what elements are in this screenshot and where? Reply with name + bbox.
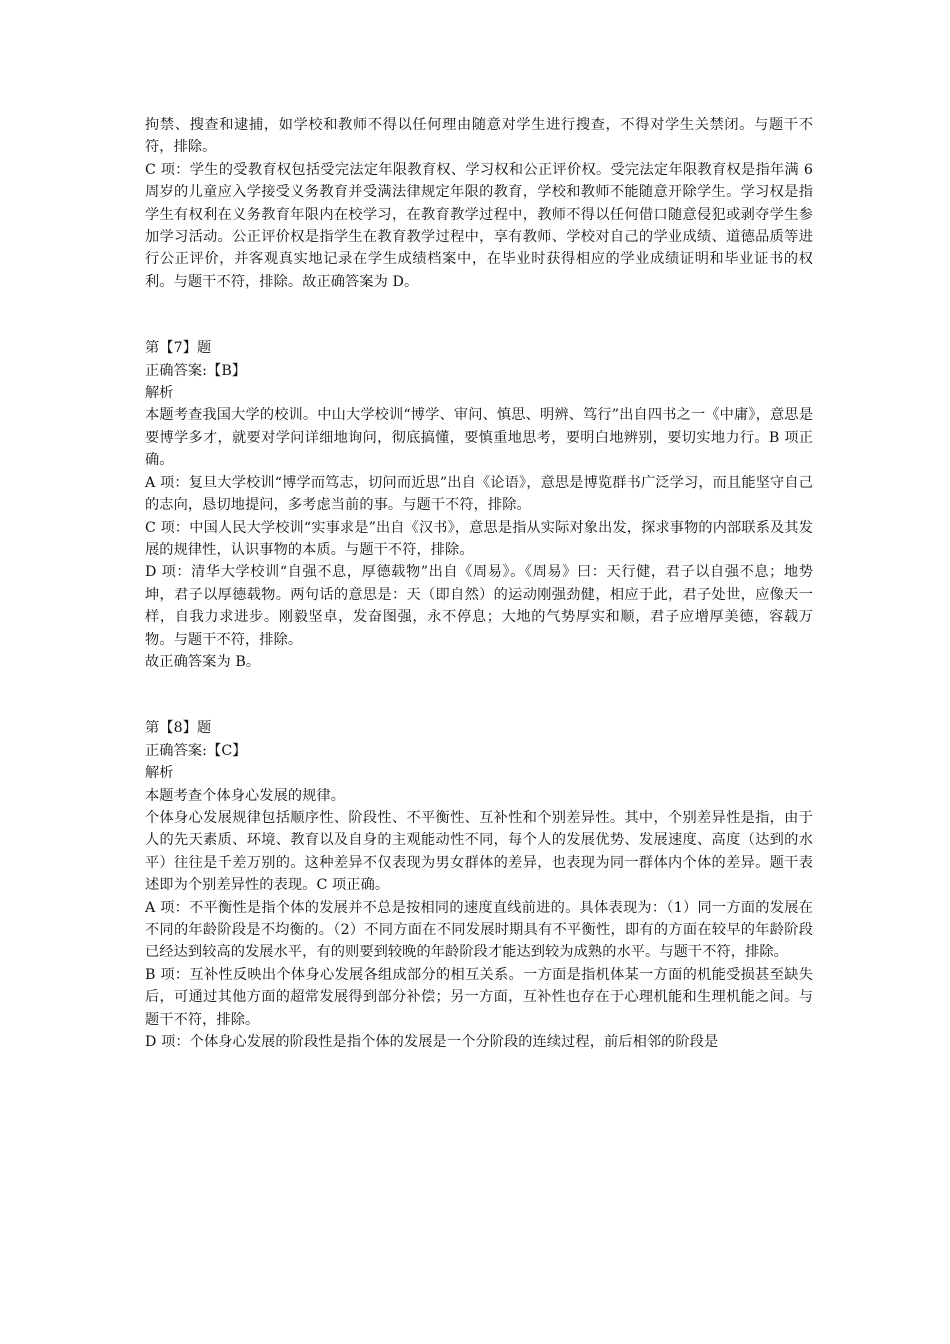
question-8-title: 第【8】题 <box>145 720 212 737</box>
question-8-body: 个体身心发展规律包括顺序性、阶段性、不平衡性、互补性和个别差异性。其中，个别差异性是指，由于人的先天素质、环境、教育以及自身的主观能动性不同，每个人的发展优势、发展速度、高度（达到的水平）往往是千差万别的。这种差异不仅表现为男女群体的差异，也表现为同一群体内个体的差异。题干表述即为个别差异性的表现。C 项正确。 <box>145 809 813 894</box>
question-8-answer: 正确答案:【C】 <box>145 742 247 759</box>
question-7-intro: 本题考查我国大学的校训。中山大学校训“博学、审问、慎思、明辨、笃行”出自四书之一《中庸》，意思是要博学多才，就要对学问详细地询问，彻底搞懂，要慎重地思考，要明白地辨别，要切实地力行。B 项正确。 <box>145 407 813 469</box>
question-8-option-a: A 项：不平衡性是指个体的发展并不总是按相同的速度直线前进的。具体表现为：（1）同一方面的发展在不同的年龄阶段是不均衡的。（2）不同方面在不同发展时期具有不平衡性，即有的方面在较早的年龄阶段已经达到较高的发展水平，有的则要到较晚的年龄阶段才能达到较为成熟的水平。与题干不符，排除。 <box>145 899 813 961</box>
question-7-analysis-label: 解析 <box>145 385 174 402</box>
question-8-intro: 本题考查个体身心发展的规律。 <box>145 787 346 804</box>
document-page <box>145 114 813 1053</box>
question-8 <box>145 717 813 1053</box>
question-7-conclusion: 故正确答案为 B。 <box>145 653 261 670</box>
prev-section-tail: 拘禁、搜查和逮捕，如学校和教师不得以任何理由随意对学生进行搜查，不得对学生关禁闭。与题干不符，排除。 <box>145 117 813 156</box>
question-7 <box>145 337 813 673</box>
question-7-answer: 正确答案:【B】 <box>145 362 247 379</box>
section-gap <box>145 673 813 717</box>
question-8-option-d: D 项：个体身心发展的阶段性是指个体的发展是一个分阶段的连续过程，前后相邻的阶段是 <box>145 1034 719 1051</box>
question-7-option-c: C 项：中国人民大学校训“实事求是”出自《汉书》，意思是指从实际对象出发，探求事物的内部联系及其发展的规律性，认识事物的本质。与题干不符，排除。 <box>145 519 813 558</box>
section-gap <box>145 293 813 337</box>
question-7-option-a: A 项：复旦大学校训“博学而笃志，切问而近思”出自《论语》，意思是博览群书广泛学习，而且能坚守自己的志向，恳切地提问，多考虑当前的事。与题干不符，排除。 <box>145 474 813 514</box>
question-8-analysis-label: 解析 <box>145 765 174 782</box>
prev-section-option-c: C 项：学生的受教育权包括受完法定年限教育权、学习权和公正评价权。受完法定年限教育权是指年满 6 周岁的儿童应入学接受义务教育并受满法律规定年限的教育，学校和教师不能随意开除学生。学习权是指学生有权利在义务教育年限内在校学习，在教育教学过程中，教师不得以任何借口随意侵犯或剥夺学生参加学习活动。公正评价权是指学生在教育教学过程中，享有教师、学校对自己的学业成绩、道德品质等进行公正评价，并客观真实地记录在学生成绩档案中，在毕业时获得相应的学业成绩证明和毕业证书的权利。与题干不符，排除。故正确答案为 D。 <box>145 161 813 290</box>
question-8-option-b: B 项：互补性反映出个体身心发展各组成部分的相互关系。一方面是指机体某一方面的机能受损甚至缺失后，可通过其他方面的超常发展得到部分补偿；另一方面，互补性也存在于心理机能和生理机能之间。与题干不符，排除。 <box>145 966 813 1028</box>
question-7-option-d: D 项：清华大学校训“自强不息，厚德载物”出自《周易》。《周易》曰：天行健，君子以自强不息；地势坤，君子以厚德载物。两句话的意思是：天（即自然）的运动刚强劲健，相应于此，君子处世，应像天一样，自我力求进步。刚毅坚卓，发奋图强，永不停息；大地的气势厚实和顺，君子应增厚美德，容载万物。与题干不符，排除。 <box>145 564 813 648</box>
question-7-title: 第【7】题 <box>145 340 212 357</box>
